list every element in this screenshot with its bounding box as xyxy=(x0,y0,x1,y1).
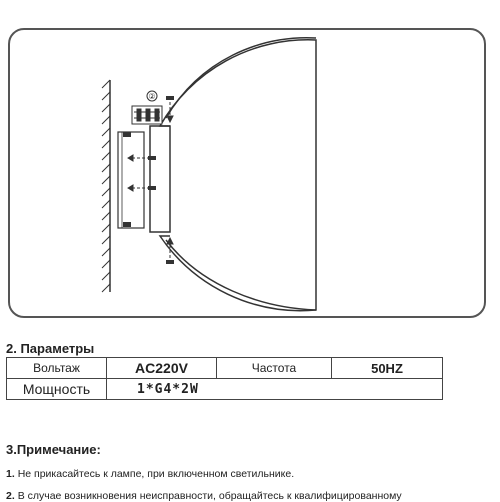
wall-hatching xyxy=(102,80,110,292)
parameters-table xyxy=(6,357,443,400)
callout-number: ② xyxy=(148,92,156,101)
note-number: 1. xyxy=(6,468,15,480)
voltage-label: Вольтаж xyxy=(7,358,107,379)
note-item-1 xyxy=(6,468,294,480)
power-label: Мощность xyxy=(7,379,107,400)
frequency-value: 50HZ xyxy=(332,358,443,379)
lamp-bracket xyxy=(150,126,170,232)
frequency-label: Частота xyxy=(217,358,332,379)
note-text: В случае возникновения неисправности, обращайтесь к квалифицированному xyxy=(17,490,402,502)
note-item-2 xyxy=(6,490,402,502)
table-row xyxy=(7,379,443,400)
note-number: 2. xyxy=(6,490,15,502)
voltage-value: AC220V xyxy=(107,358,217,379)
lamp-dome xyxy=(160,40,316,311)
power-value: 1*G4*2W xyxy=(107,379,443,400)
parameters-title: 2. Параметры xyxy=(6,341,95,356)
table-row xyxy=(7,358,443,379)
plate-notch xyxy=(123,132,131,137)
note-text: Не прикасайтесь к лампе, при включенном светильнике. xyxy=(17,468,295,480)
connector-illustration xyxy=(132,106,162,124)
notes-title: 3.Примечание: xyxy=(6,442,101,457)
